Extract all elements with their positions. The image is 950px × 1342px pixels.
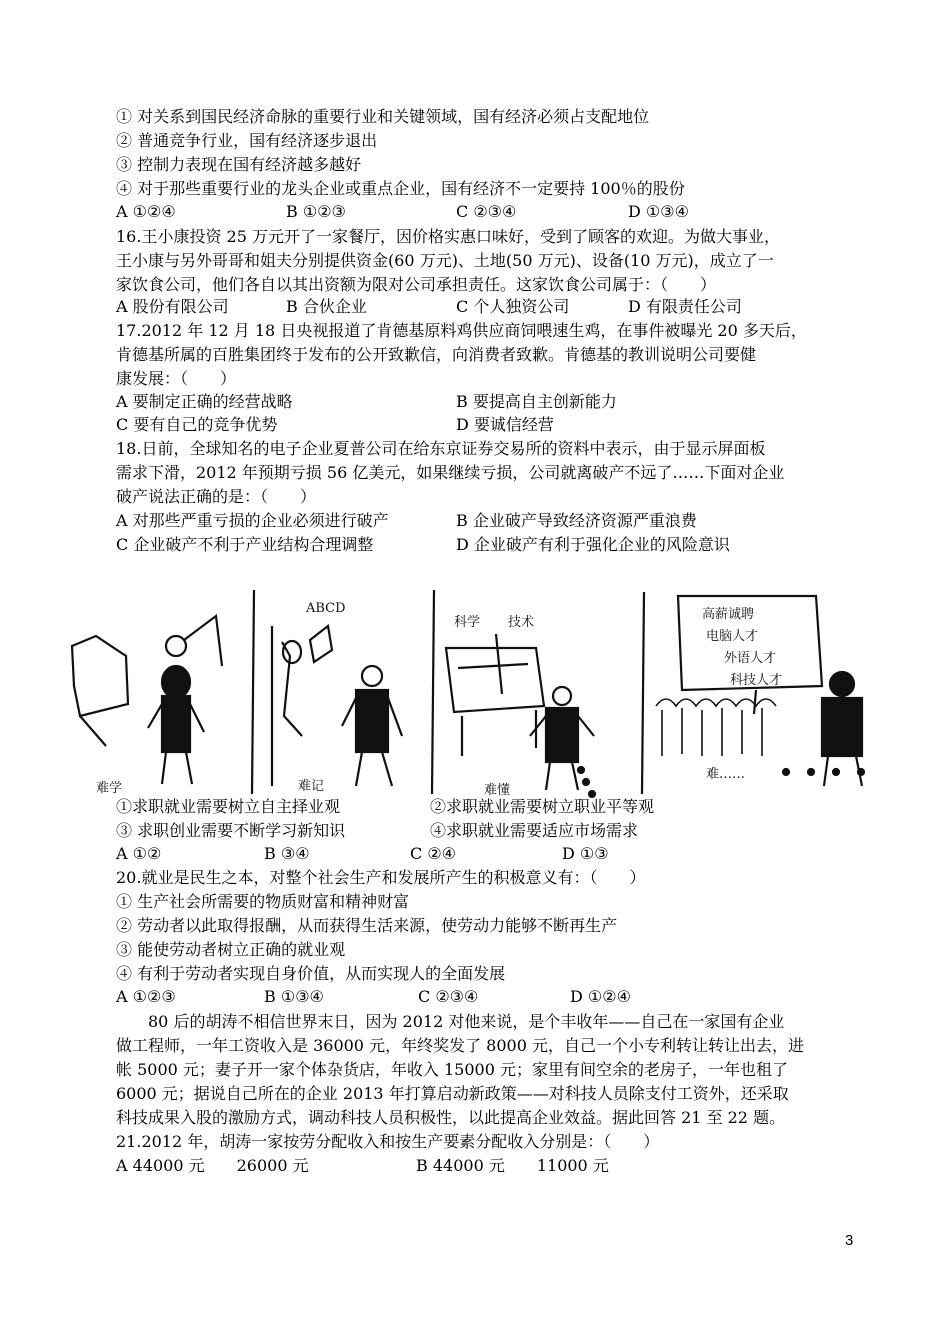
q16-option-c: C 个人独资公司 — [456, 297, 570, 316]
q19-item-4: ④求职就业需要适应市场需求 — [430, 821, 639, 840]
q21-option-b: B 44000 元 11000 元 — [416, 1156, 609, 1175]
question-17-line1: 17.2012 年 12 月 18 日央视报道了肯德基原料鸡供应商饲喂速生鸡，在事件被曝光 20 多天后， — [116, 321, 807, 340]
question-18-line1: 18.日前，全球知名的电子企业夏普公司在给东京证券交易所的资料中表示，由于显示屏面板 — [116, 439, 766, 458]
statement-4: ④ 对于那些重要行业的龙头企业或重点企业，国有经济不一定要持 100％的股份 — [116, 179, 685, 198]
q17-option-d: D 要诚信经营 — [456, 415, 554, 434]
q19-item-3: ③ 求职创业需要不断学习新知识 — [116, 821, 346, 840]
passage-line4: 6000 元；据说自己所在的企业 2013 年打算启动新政策——对科技人员除支付工资外，还采取 — [116, 1084, 789, 1103]
question-17-line3: 康发展：（ ） — [116, 369, 237, 388]
question-20-line1: 20.就业是民生之本，对整个社会生产和发展所产生的积极意义有：（ ） — [116, 868, 646, 887]
q19-item-2: ②求职就业需要树立职业平等观 — [430, 797, 655, 816]
q20-option-a: A ①②③ — [116, 987, 176, 1006]
q20-option-b: B ①③④ — [264, 987, 324, 1006]
panel3-sign-tech: 技术 — [508, 615, 535, 630]
q19-option-b: B ③④ — [264, 844, 310, 863]
statement-3: ③ 控制力表现在国有经济越多越好 — [116, 155, 362, 174]
q16-option-d: D 有限责任公司 — [628, 297, 742, 316]
q19-option-c: C ②④ — [410, 844, 457, 863]
cartoon-illustration — [66, 586, 886, 798]
q20-statement-2: ② 劳动者以此取得报酬，从而获得生活来源，使劳动力能够不断再生产 — [116, 916, 618, 935]
q20-option-c: C ②③④ — [418, 987, 479, 1006]
q16-option-a: A 股份有限公司 — [116, 297, 229, 316]
question-16-line2: 王小康与另外哥哥和姐夫分别提供资金(60 万元)、土地(50 万元)、设备(10 万元)，成立了一 — [116, 251, 774, 270]
q17-option-c: C 要有自己的竞争优势 — [116, 415, 278, 434]
question-16-line1: 16.王小康投资 25 万元开了一家餐厅，因价格实惠口味好，受到了顾客的欢迎。为做大事业， — [116, 227, 780, 246]
option-b: B ①②③ — [286, 202, 346, 221]
q19-item-1: ①求职就业需要树立自主择业观 — [116, 797, 341, 816]
panel3-caption: 难懂 — [484, 783, 511, 798]
panel4-sign-line2: 电脑人才 — [706, 629, 759, 644]
q20-statement-1: ① 生产社会所需要的物质财富和精神财富 — [116, 892, 410, 911]
question-16-line3: 家饮食公司，他们各自以其出资额为限对公司承担责任。这家饮食公司属于：（ ） — [116, 275, 717, 294]
passage-line1: 80 后的胡涛不相信世界末日，因为 2012 对他来说，是个丰收年——自己在一家国有企业 — [148, 1012, 785, 1031]
q18-option-b: B 企业破产导致经济资源严重浪费 — [456, 511, 697, 530]
q18-option-c: C 企业破产不利于产业结构合理调整 — [116, 535, 374, 554]
q17-option-b: B 要提高自主创新能力 — [456, 392, 617, 411]
panel3-sign-science: 科学 — [454, 615, 481, 630]
passage-line3: 帐 5000 元；妻子开一家个体杂货店，年收入 15000 元；家里有间空余的老房子，一年也租了 — [116, 1060, 788, 1079]
question-21-line1: 21.2012 年，胡涛一家按劳分配收入和按生产要素分配收入分别是：（ ） — [116, 1132, 660, 1151]
panel4-sign-line1: 高薪诚聘 — [702, 607, 755, 622]
passage-line2: 做工程师，一年工资收入是 36000 元，年终奖发了 8000 元，自己一个小专利转让转让出去，进 — [116, 1036, 804, 1055]
q18-option-a: A 对那些严重亏损的企业必须进行破产 — [116, 511, 389, 530]
q20-option-d: D ①②④ — [570, 987, 631, 1006]
statement-2: ② 普通竞争行业，国有经济逐步退出 — [116, 131, 378, 150]
panel2-sign: ABCD — [306, 601, 346, 616]
q20-statement-4: ④ 有利于劳动者实现自身价值，从而实现人的全面发展 — [116, 964, 506, 983]
panel4-sign-line4: 科技人才 — [730, 673, 783, 688]
panel1-caption: 难学 — [96, 781, 123, 796]
option-a: A ①②④ — [116, 202, 176, 221]
statement-1: ① 对关系到国民经济命脉的重要行业和关键领域，国有经济必须占支配地位 — [116, 107, 650, 126]
panel2-caption: 难记 — [298, 779, 325, 794]
page-number: 3 — [845, 1232, 854, 1249]
q21-option-a: A 44000 元 26000 元 — [116, 1156, 309, 1175]
q18-option-d: D 企业破产有利于强化企业的风险意识 — [456, 535, 730, 554]
option-d: D ①③④ — [628, 202, 689, 221]
q19-option-a: A ①② — [116, 844, 162, 863]
q16-option-b: B 合伙企业 — [286, 297, 367, 316]
question-17-line2: 肯德基所属的百胜集团终于发布的公开致歉信，向消费者致歉。肯德基的教训说明公司要健 — [116, 345, 757, 364]
question-18-line2: 需求下滑，2012 年预期亏损 56 亿美元，如果继续亏损，公司就离破产不远了……下面对企业 — [116, 463, 785, 482]
panel4-caption: 难…… — [706, 767, 746, 782]
passage-line5: 科技成果入股的激励方式，调动科技人员积极性，以此提高企业效益。据此回答 21 至 22 题。 — [116, 1108, 786, 1127]
q19-option-d: D ①③ — [562, 844, 609, 863]
panel4-sign-line3: 外语人才 — [724, 651, 777, 666]
q17-option-a: A 要制定正确的经营战略 — [116, 392, 293, 411]
q20-statement-3: ③ 能使劳动者树立正确的就业观 — [116, 940, 346, 959]
question-18-line3: 破产说法正确的是：（ ） — [116, 487, 317, 506]
option-c: C ②③④ — [456, 202, 517, 221]
